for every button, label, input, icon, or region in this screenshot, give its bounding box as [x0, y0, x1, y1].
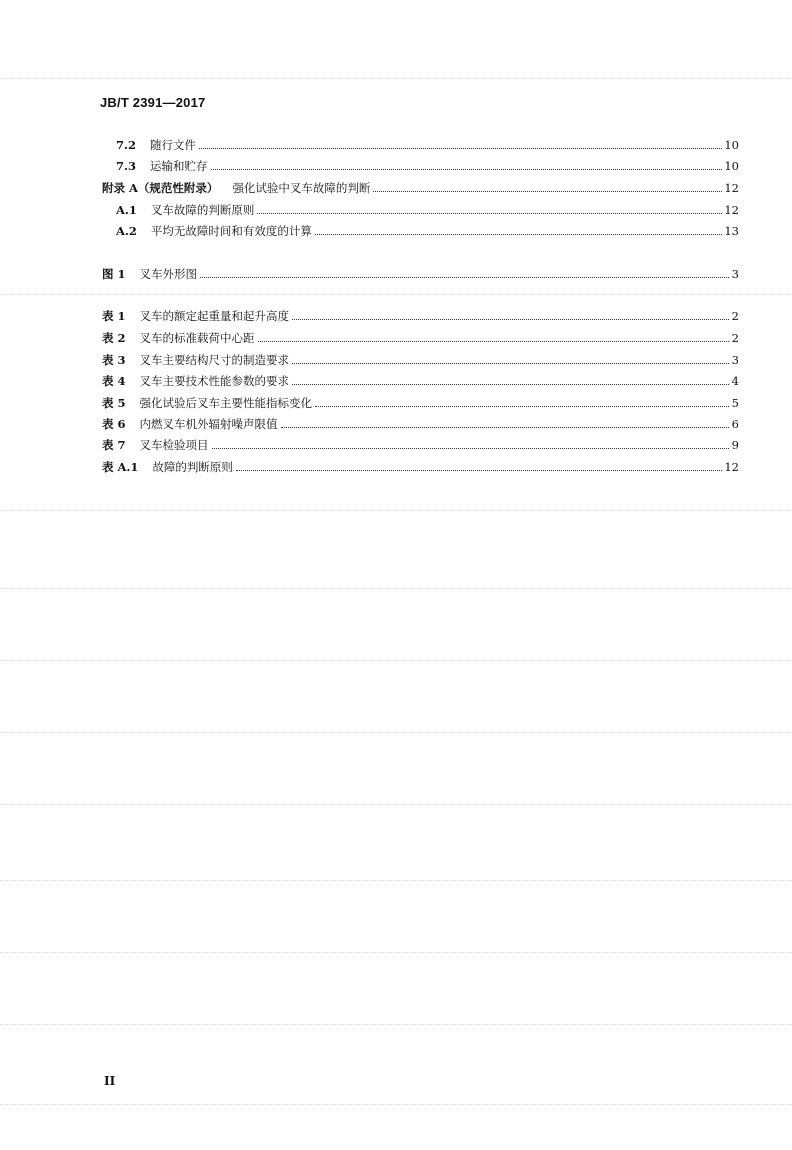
toc-entry-number: 表 6 — [102, 417, 126, 431]
toc-entry-title: 故障的判断原则 — [152, 460, 233, 474]
toc-table-entry[interactable] — [102, 349, 739, 367]
dot-leader — [315, 406, 729, 407]
toc-entry-page: 12 — [724, 460, 739, 474]
toc-entry-page: 2 — [731, 309, 739, 323]
dot-leader — [373, 191, 722, 192]
toc-entry-title: 叉车主要技术性能参数的要求 — [139, 374, 290, 388]
toc-table-entry[interactable] — [102, 434, 739, 452]
toc-entry-number: 图 1 — [102, 267, 126, 281]
dot-leader — [199, 148, 722, 149]
toc-entry-number: 表 2 — [102, 331, 126, 345]
dot-leader — [258, 341, 729, 342]
dot-leader — [200, 277, 729, 278]
scan-rule — [0, 804, 792, 805]
toc-entry-title: 叉车的额定起重量和起升高度 — [139, 309, 290, 323]
toc-entry-page: 13 — [724, 224, 739, 238]
toc-entry-number: 表 1 — [102, 309, 126, 323]
dot-leader — [211, 169, 723, 170]
scan-rule — [0, 660, 792, 661]
toc-entry-number: 表 3 — [102, 353, 126, 367]
toc-entry-title: 运输和贮存 — [150, 159, 208, 173]
toc-entry-number: 表 5 — [102, 396, 126, 410]
toc-entry-appendix[interactable] — [102, 177, 739, 195]
dot-leader — [212, 448, 729, 449]
toc-entry-title: 强化试验中叉车故障的判断 — [232, 181, 371, 195]
toc-entry-number: 表 4 — [102, 374, 126, 388]
toc-entry-title: 叉车的标准载荷中心距 — [139, 331, 255, 345]
toc-entry-page: 3 — [731, 353, 739, 367]
scan-rule — [0, 1104, 792, 1105]
toc-table-entry[interactable] — [102, 392, 739, 410]
document-code: JB/T 2391—2017 — [100, 95, 206, 110]
toc-table-entry[interactable] — [102, 370, 739, 388]
toc-entry-title: 叉车故障的判断原则 — [150, 203, 255, 217]
toc-entry-title: 叉车外形图 — [139, 267, 198, 281]
scan-rule — [0, 880, 792, 881]
toc-figure-entry[interactable] — [102, 263, 739, 281]
dot-leader — [292, 363, 729, 364]
toc-entry-number: 附录 A（规范性附录） — [102, 181, 219, 195]
dot-leader — [292, 384, 729, 385]
toc-entry-page: 3 — [731, 267, 739, 281]
toc-entry-page: 10 — [724, 159, 739, 173]
scan-rule — [0, 294, 792, 295]
toc-entry-number: 7.2 — [116, 138, 137, 152]
scan-rule — [0, 78, 792, 79]
toc-entry-title: 随行文件 — [150, 138, 197, 152]
toc-table-entry[interactable] — [102, 413, 739, 431]
toc-entry-title: 平均无故障时间和有效度的计算 — [150, 224, 312, 238]
toc-entry-page: 12 — [724, 181, 739, 195]
toc-table-entry[interactable] — [102, 327, 739, 345]
toc-entry-page: 4 — [731, 374, 739, 388]
toc-entry-page: 10 — [724, 138, 739, 152]
toc-entry-number: A.2 — [116, 224, 137, 238]
toc-entry-number: 7.3 — [116, 159, 137, 173]
page-number: II — [104, 1074, 116, 1088]
toc-entry-page: 9 — [731, 438, 739, 452]
scan-rule — [0, 588, 792, 589]
toc-entry-page: 5 — [731, 396, 739, 410]
toc-entry-number: 表 A.1 — [102, 460, 139, 474]
toc-entry[interactable] — [116, 134, 739, 152]
scan-rule — [0, 952, 792, 953]
toc-table-entry[interactable] — [102, 305, 739, 323]
toc-entry-number: A.1 — [116, 203, 137, 217]
dot-leader — [292, 319, 729, 320]
toc-entry-title: 叉车主要结构尺寸的制造要求 — [139, 353, 290, 367]
toc-entry[interactable] — [116, 199, 739, 217]
toc-entry-title: 叉车检验项目 — [139, 438, 209, 452]
toc-entry-page: 2 — [731, 331, 739, 345]
dot-leader — [236, 470, 722, 471]
toc-entry[interactable] — [116, 155, 739, 173]
toc-table-entry[interactable] — [102, 456, 739, 474]
toc-entry-page: 6 — [731, 417, 739, 431]
dot-leader — [257, 213, 722, 214]
toc-entry-title: 强化试验后叉车主要性能指标变化 — [139, 396, 313, 410]
scan-rule — [0, 510, 792, 511]
scan-rule — [0, 1024, 792, 1025]
toc-entry-page: 12 — [724, 203, 739, 217]
toc-entry-number: 表 7 — [102, 438, 126, 452]
scan-rule — [0, 732, 792, 733]
toc-entry[interactable] — [116, 220, 739, 238]
dot-leader — [281, 427, 729, 428]
dot-leader — [315, 234, 722, 235]
toc-entry-title: 内燃叉车机外辐射噪声限值 — [139, 417, 278, 431]
